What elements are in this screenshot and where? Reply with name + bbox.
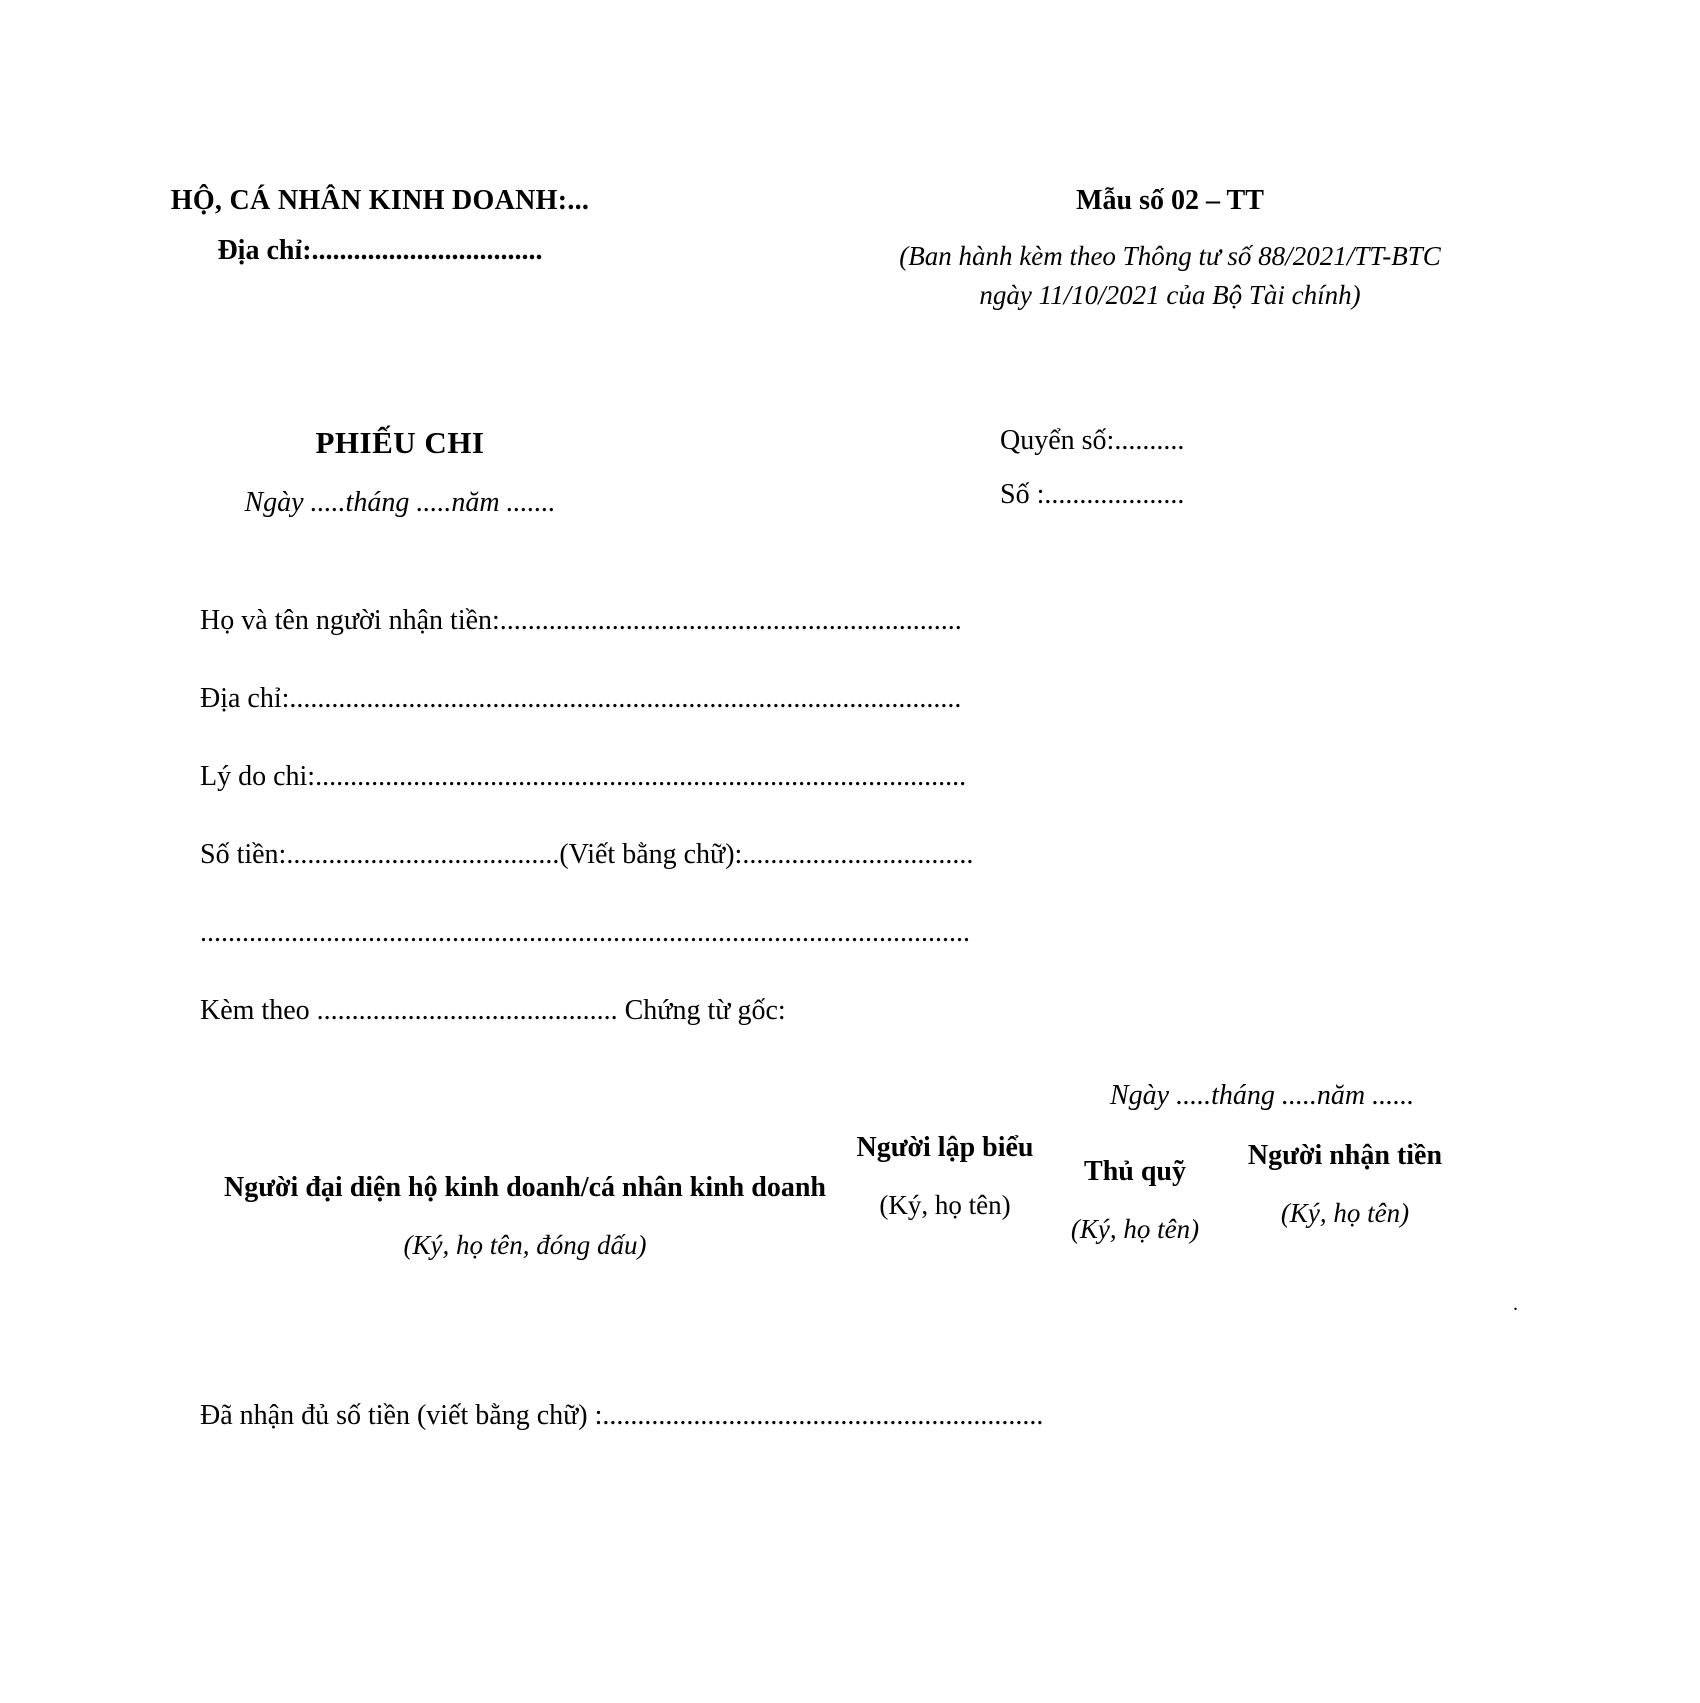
field-address: Địa chỉ:................................................................................................ [200, 683, 962, 714]
field-reason: Lý do chi:............................................................................................. [200, 761, 967, 792]
signature-note-preparer: (Ký, họ tên) [879, 1190, 1011, 1221]
field-receiver-name: Họ và tên người nhận tiền:.................................................................. [200, 605, 962, 636]
stray-mark: . [1513, 1293, 1518, 1315]
field-amount: Số tiền:.......................................(Viết bằng chữ):................................. [200, 839, 974, 870]
signature-note-receiver: (Ký, họ tên) [1280, 1198, 1410, 1229]
voucher-number-field: Số :.................... [1000, 479, 1185, 510]
signature-role-receiver: Người nhận tiền [1247, 1140, 1443, 1171]
signature-block [200, 1130, 1500, 1263]
signature-date-line: Ngày .....tháng .....năm ...... [1110, 1080, 1415, 1111]
title-right-block [780, 425, 1680, 519]
signature-role-preparer: Người lập biểu [856, 1132, 1034, 1163]
form-fields [200, 605, 1520, 1073]
document-date-line: Ngày .....tháng .....năm ....... [244, 487, 556, 518]
signature-role-representative: Người đại diện hộ kinh doanh/cá nhân kinh doanh [224, 1172, 826, 1203]
signature-role-cashier: Thủ quỹ [1084, 1156, 1186, 1187]
title-left-block [0, 425, 780, 519]
title-row [0, 425, 1700, 519]
business-address-label: Địa chỉ:................................. [217, 235, 543, 266]
header-right-block [720, 185, 1620, 315]
signature-column-representative [200, 1130, 850, 1263]
issue-line-1: (Ban hành kèm theo Thông tư số 88/2021/TT-BTC [899, 241, 1441, 271]
document-header [0, 185, 1700, 315]
signature-column-cashier [1040, 1130, 1230, 1247]
signature-note-cashier: (Ký, họ tên) [1070, 1214, 1200, 1245]
signature-column-receiver [1230, 1130, 1460, 1231]
issue-line-2: ngày 11/10/2021 của Bộ Tài chính) [979, 280, 1361, 311]
signature-note-representative: (Ký, họ tên, đóng dấu) [403, 1230, 647, 1261]
issue-reference [720, 237, 1620, 315]
field-received-amount: Đã nhận đủ số tiền (viết bằng chữ) :............................................................... [200, 1400, 1044, 1431]
book-number-field: Quyển số:.......... [1000, 425, 1185, 456]
field-attachment: Kèm theo ........................................... Chứng từ gốc: [200, 995, 786, 1026]
form-number-label: Mẫu số 02 – TT [1076, 185, 1264, 216]
signature-column-preparer [850, 1130, 1040, 1223]
page-title: PHIẾU CHI [315, 425, 485, 460]
business-name-label: HỘ, CÁ NHÂN KINH DOANH:... [170, 185, 590, 216]
header-left-block [0, 185, 720, 267]
field-amount-continued: .............................................................................................................. [200, 917, 970, 948]
